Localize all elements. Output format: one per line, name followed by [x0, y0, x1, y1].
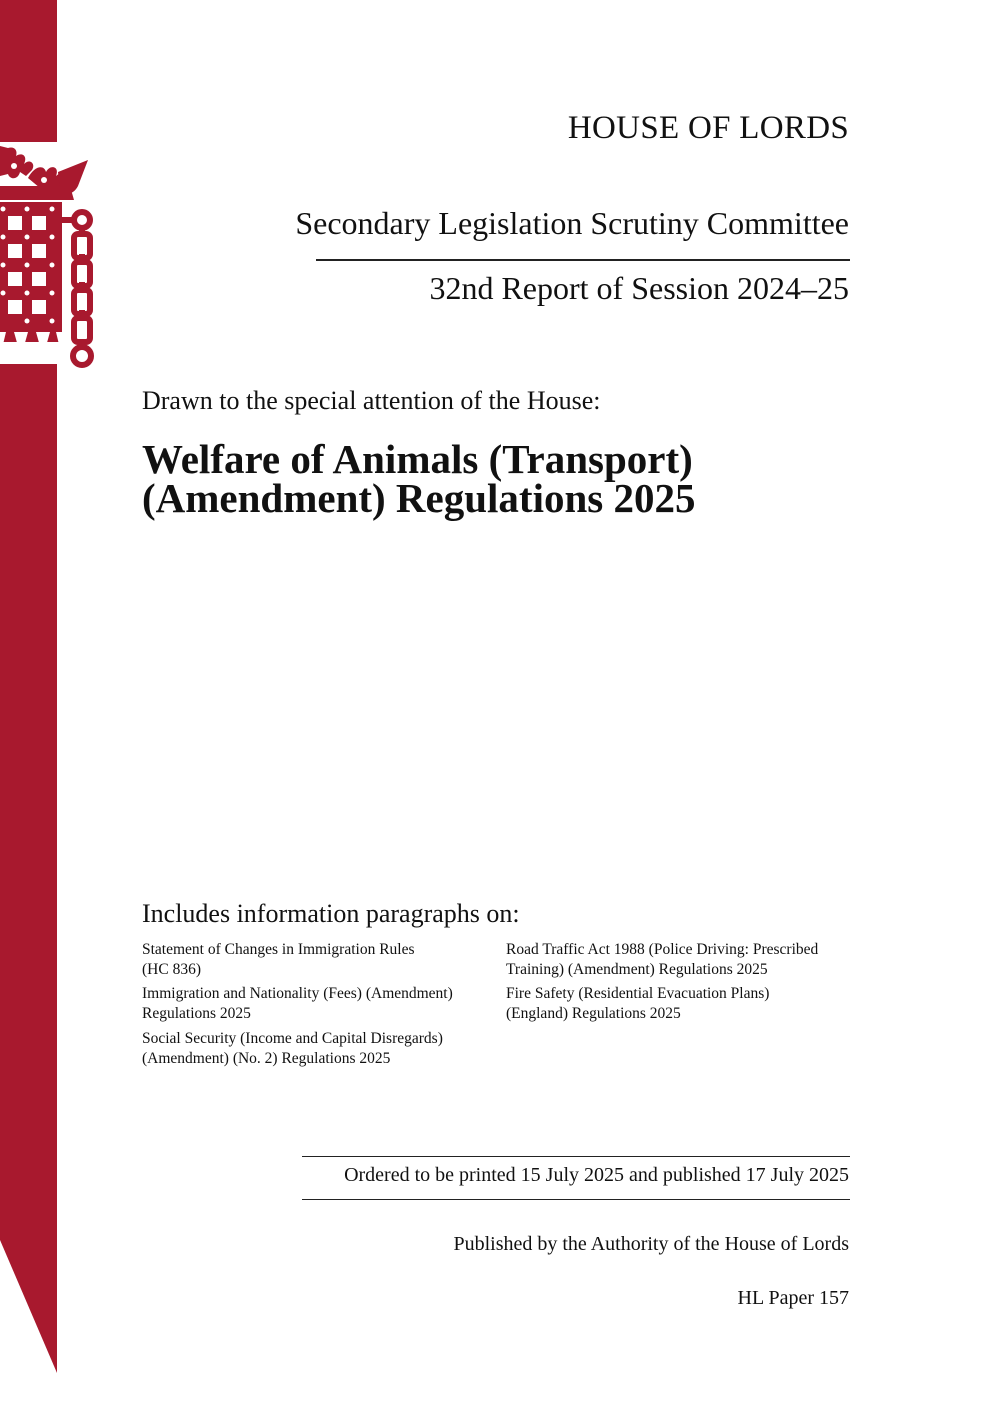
footer-divider-bottom [302, 1199, 850, 1200]
info-item-line: Social Security (Income and Capital Disregards) [142, 1030, 443, 1047]
committee-name: Secondary Legislation Scrutiny Committee [295, 205, 849, 241]
info-item [142, 984, 453, 1024]
info-item-line: Fire Safety (Residential Evacuation Plans) [506, 985, 770, 1002]
info-item-line: Training) (Amendment) Regulations 2025 [506, 961, 768, 978]
info-item-line: Regulations 2025 [142, 1005, 251, 1022]
info-item-line: (England) Regulations 2025 [506, 1005, 681, 1022]
portcullis-logo-icon [0, 142, 100, 377]
info-item [506, 940, 818, 980]
info-item-line: (HC 836) [142, 961, 201, 978]
info-item [506, 984, 769, 1024]
info-item-line: Statement of Changes in Immigration Rules [142, 941, 415, 958]
info-item-line: (Amendment) (No. 2) Regulations 2025 [142, 1050, 391, 1067]
info-item [142, 940, 415, 980]
info-item-line: Immigration and Nationality (Fees) (Amendment) [142, 985, 453, 1002]
report-title [142, 436, 696, 521]
special-attention-label: Drawn to the special attention of the House: [142, 386, 601, 415]
header-divider [316, 259, 850, 261]
report-title-line-2: (Amendment) Regulations 2025 [142, 475, 696, 521]
report-title-line-1: Welfare of Animals (Transport) [142, 436, 693, 482]
hl-paper-number: HL Paper 157 [737, 1287, 849, 1309]
info-item [142, 1029, 443, 1069]
publisher-statement: Published by the Authority of the House of Lords [453, 1233, 849, 1255]
info-item-line: Road Traffic Act 1988 (Police Driving: Prescribed [506, 941, 819, 958]
info-paragraphs-heading: Includes information paragraphs on: [142, 899, 520, 928]
institution-name: HOUSE OF LORDS [567, 110, 849, 146]
ordered-printed-date: Ordered to be printed 15 July 2025 and published 17 July 2025 [344, 1164, 849, 1186]
report-number: 32nd Report of Session 2024–25 [429, 270, 849, 306]
footer-divider-top [302, 1156, 850, 1157]
